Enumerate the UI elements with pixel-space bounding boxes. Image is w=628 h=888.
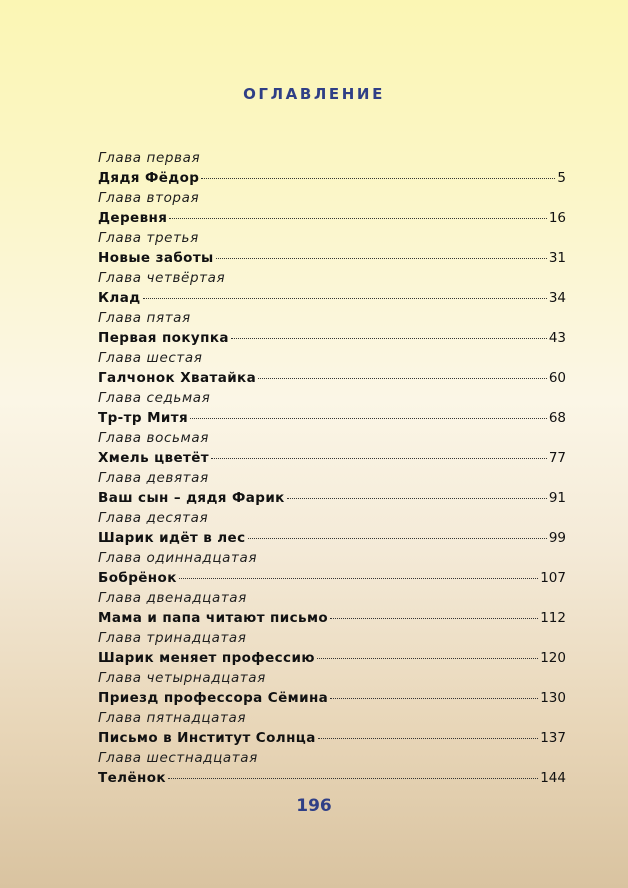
chapter-title: Тр-тр Митя (98, 410, 189, 426)
chapter-page-number: 77 (548, 450, 566, 466)
toc-entry (98, 688, 566, 708)
toc-entry (98, 608, 566, 628)
chapter-page-number: 99 (548, 530, 566, 546)
chapter-label: Глава одиннадцатая (98, 550, 258, 566)
chapter-title: Бобрёнок (98, 570, 177, 586)
toc-entry (98, 528, 566, 548)
dot-leader (258, 378, 547, 379)
dot-leader (287, 498, 547, 499)
chapter-page-number: 137 (540, 730, 566, 746)
dot-leader (169, 218, 546, 219)
chapter-page-number: 112 (540, 610, 566, 626)
chapter-label: Глава третья (98, 230, 199, 246)
toc-entry (98, 168, 566, 188)
toc-entry (98, 448, 566, 468)
chapter-page-number: 144 (540, 770, 566, 786)
toc-entry (98, 488, 566, 508)
chapter-page-number: 34 (548, 290, 566, 306)
toc-entry (98, 648, 566, 668)
chapter-label: Глава пятнадцатая (98, 710, 247, 726)
chapter-page-number: 130 (540, 690, 566, 706)
chapter-title: Первая покупка (98, 330, 229, 346)
chapter-label: Глава десятая (98, 510, 209, 526)
chapter-title: Шарик идёт в лес (98, 530, 246, 546)
chapter-title: Письмо в Институт Солнца (98, 730, 316, 746)
chapter-label: Глава двенадцатая (98, 590, 247, 606)
dot-leader (231, 338, 547, 339)
dot-leader (318, 738, 538, 739)
chapter-title: Телёнок (98, 770, 166, 786)
chapter-title: Ваш сын – дядя Фарик (98, 490, 285, 506)
dot-leader (201, 178, 555, 179)
toc-entry (98, 248, 566, 268)
dot-leader (168, 778, 538, 779)
table-of-contents (98, 148, 566, 788)
chapter-page-number: 5 (557, 170, 566, 186)
dot-leader (330, 698, 538, 699)
chapter-label: Глава восьмая (98, 430, 209, 446)
dot-leader (143, 298, 547, 299)
page-number: 196 (296, 796, 332, 816)
chapter-label: Глава вторая (98, 190, 200, 206)
chapter-page-number: 43 (548, 330, 566, 346)
chapter-title: Клад (98, 290, 141, 306)
page-title: ОГЛАВЛЕНИЕ (243, 85, 385, 103)
chapter-label: Глава девятая (98, 470, 209, 486)
dot-leader (179, 578, 538, 579)
chapter-page-number: 91 (548, 490, 566, 506)
toc-entry (98, 208, 566, 228)
chapter-label: Глава тринадцатая (98, 630, 247, 646)
chapter-title: Новые заботы (98, 250, 214, 266)
chapter-title: Мама и папа читают письмо (98, 610, 329, 626)
chapter-page-number: 68 (548, 410, 566, 426)
toc-entry (98, 288, 566, 308)
toc-entry (98, 328, 566, 348)
dot-leader (190, 418, 547, 419)
toc-entry (98, 768, 566, 788)
toc-entry (98, 728, 566, 748)
dot-leader (317, 658, 538, 659)
dot-leader (330, 618, 538, 619)
chapter-page-number: 60 (548, 370, 566, 386)
toc-entry (98, 368, 566, 388)
chapter-label: Глава седьмая (98, 390, 211, 406)
chapter-label: Глава четырнадцатая (98, 670, 266, 686)
chapter-page-number: 107 (540, 570, 566, 586)
chapter-title: Приезд профессора Сёмина (98, 690, 329, 706)
chapter-title: Шарик меняет профессию (98, 650, 315, 666)
chapter-label: Глава четвёртая (98, 270, 226, 286)
chapter-page-number: 16 (548, 210, 566, 226)
chapter-page-number: 31 (548, 250, 566, 266)
chapter-page-number: 120 (540, 650, 566, 666)
chapter-label: Глава первая (98, 150, 201, 166)
chapter-title: Дядя Фёдор (98, 170, 200, 186)
chapter-label: Глава шестнадцатая (98, 750, 258, 766)
toc-entry (98, 568, 566, 588)
chapter-title: Хмель цветёт (98, 450, 210, 466)
chapter-label: Глава пятая (98, 310, 191, 326)
chapter-title: Галчонок Хватайка (98, 370, 257, 386)
dot-leader (248, 538, 547, 539)
dot-leader (211, 458, 547, 459)
toc-entry (98, 408, 566, 428)
dot-leader (216, 258, 547, 259)
chapter-label: Глава шестая (98, 350, 203, 366)
chapter-title: Деревня (98, 210, 168, 226)
